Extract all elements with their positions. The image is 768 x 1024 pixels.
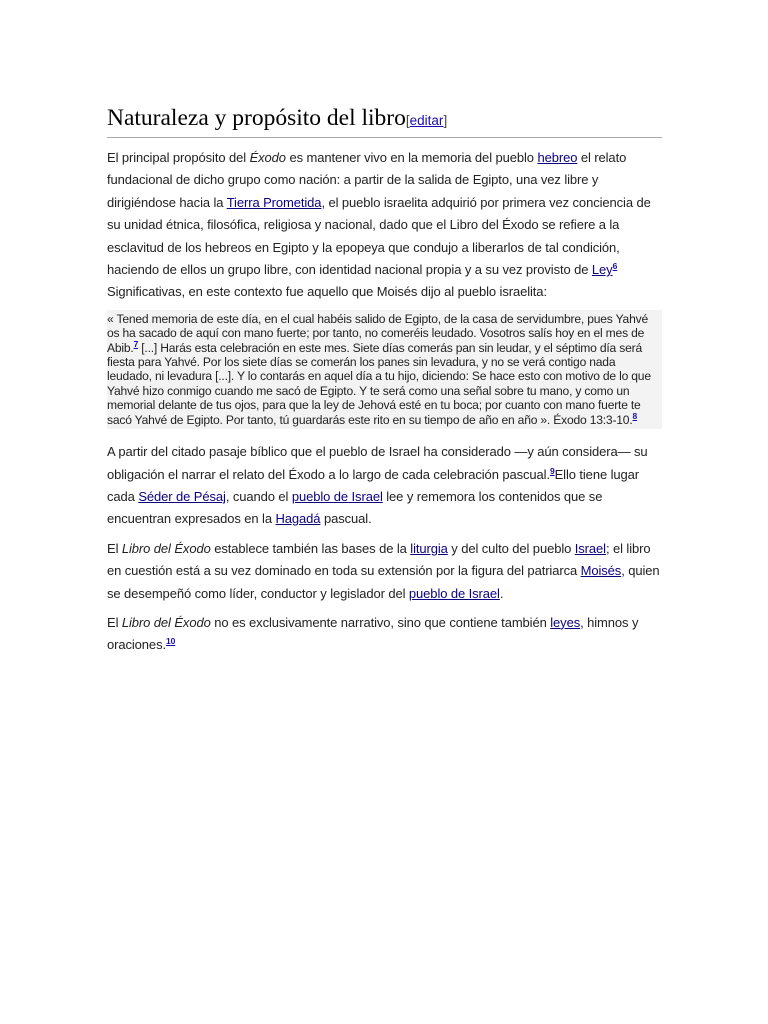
text: lee y rememora los contenidos que se encuentran expresados en la [107,488,603,527]
text: El [107,614,122,630]
link-pueblo-de-israel-2[interactable]: pueblo de Israel [408,585,500,601]
text: Significativas, en este contexto fue aquello que Moisés dijo al pueblo israelita: [107,284,547,300]
link-seder-de-pesaj[interactable]: Séder de Pésaj [138,488,226,504]
link-israel[interactable]: Israel [574,540,606,556]
text: ; el libro en cuestión está a su vez dominado en toda su extensión por la figura del patriarca [107,540,651,579]
text: , himnos y oraciones. [107,614,639,653]
text: establece también las bases de la [210,540,411,556]
edit-bracket-close: ] [443,113,448,128]
blockquote [107,310,662,429]
edit-bracket-open: [ [405,113,410,128]
reference-7[interactable]: 7 [133,338,139,349]
text: El principal propósito del [107,150,250,165]
text: el relato fundacional de dicho grupo como nación: a partir de la salida de Egipto, una vez libre y dirigiéndose hacia la [107,150,627,210]
paragraph-4 [107,612,662,657]
text: no es exclusivamente narrativo, sino que contiene también [210,614,551,630]
article-content [107,104,662,657]
italic-title: Éxodo [249,150,286,165]
link-moises[interactable]: Moisés [580,563,622,579]
text: y del culto del pueblo [447,540,575,556]
paragraph-1 [107,147,662,304]
reference-9[interactable]: 9 [549,465,555,476]
paragraph-2 [107,441,662,531]
reference-8[interactable]: 8 [632,410,638,421]
text: Ello tiene lugar cada [107,466,639,504]
section-heading [107,104,662,138]
link-hebreo[interactable]: hebreo [537,150,578,165]
edit-link[interactable]: editar [409,113,444,128]
quote-text: « Tened memoria de este día, en el cual habéis salido de Egipto, de la casa de servidumbre, pues Yahvé os ha sacado de aquí con mano fuerte; por tanto, no comeréis leudado. Vosotros salís hoy en el mes de Abib. [107,311,648,355]
text: pascual. [320,511,372,527]
edit-section [406,113,447,128]
link-tierra-prometida[interactable]: Tierra Prometida [226,194,322,210]
paragraph-3 [107,538,662,605]
link-ley[interactable]: Ley [591,262,613,278]
text: El [107,540,122,556]
text: A partir del citado pasaje bíblico que el pueblo de Israel ha considerado —y aún considera— su obligación el narrar el relato del Éxodo a lo largo de cada celebración pascual. [107,444,648,482]
quote-text: [...] Harás esta celebración en este mes. Siete días comerás pan sin leudar, y el séptimo día será fiesta para Yahvé. Por los siete días se comerán los panes sin levadura, y no se verá contigo nada leudado, ni levadura [...]. Y lo contarás en aquel día a tu hijo, diciendo: Se hace esto con motivo de lo que Yahvé hizo conmigo cuando me sacó de Egipto. Y te será como una señal sobre tu mano, y como un memorial delante de tus ojos, para que la ley de Jehová esté en tu boca; por cuanto con mano fuerte te sacó Yahvé de Egipto. Por tanto, tú guardarás este rito en su tiempo de año en año ». Éxodo 13:3-10. [107,340,651,427]
text: , cuando el [225,488,292,504]
link-liturgia[interactable]: liturgia [410,540,448,556]
italic-title: Libro del Éxodo [121,540,211,556]
section-title: Naturaleza y propósito del libro [107,105,406,131]
link-hagada[interactable]: Hagadá [275,511,321,527]
reference-6[interactable]: 6 [612,261,618,272]
italic-title: Libro del Éxodo [121,614,211,630]
link-leyes[interactable]: leyes [550,614,581,630]
text: , el pueblo israelita adquirió por primera vez conciencia de su unidad étnica, filosófica, religiosa y nacional, dado que el Libro del Éxodo se refiere a la esclavitud de los hebreos en Egipto y la epopeya que condujo a liberarlos de tal condición, haciendo de ellos un grupo libre, con identidad nacional propia y a su vez provisto de [107,194,651,278]
link-pueblo-de-israel[interactable]: pueblo de Israel [291,488,383,504]
reference-10[interactable]: 10 [165,636,176,647]
text: es mantener vivo en la memoria del pueblo [285,150,538,165]
text: , quien se desempeñó como líder, conductor y legislador del [107,563,660,601]
text: . [499,585,504,601]
